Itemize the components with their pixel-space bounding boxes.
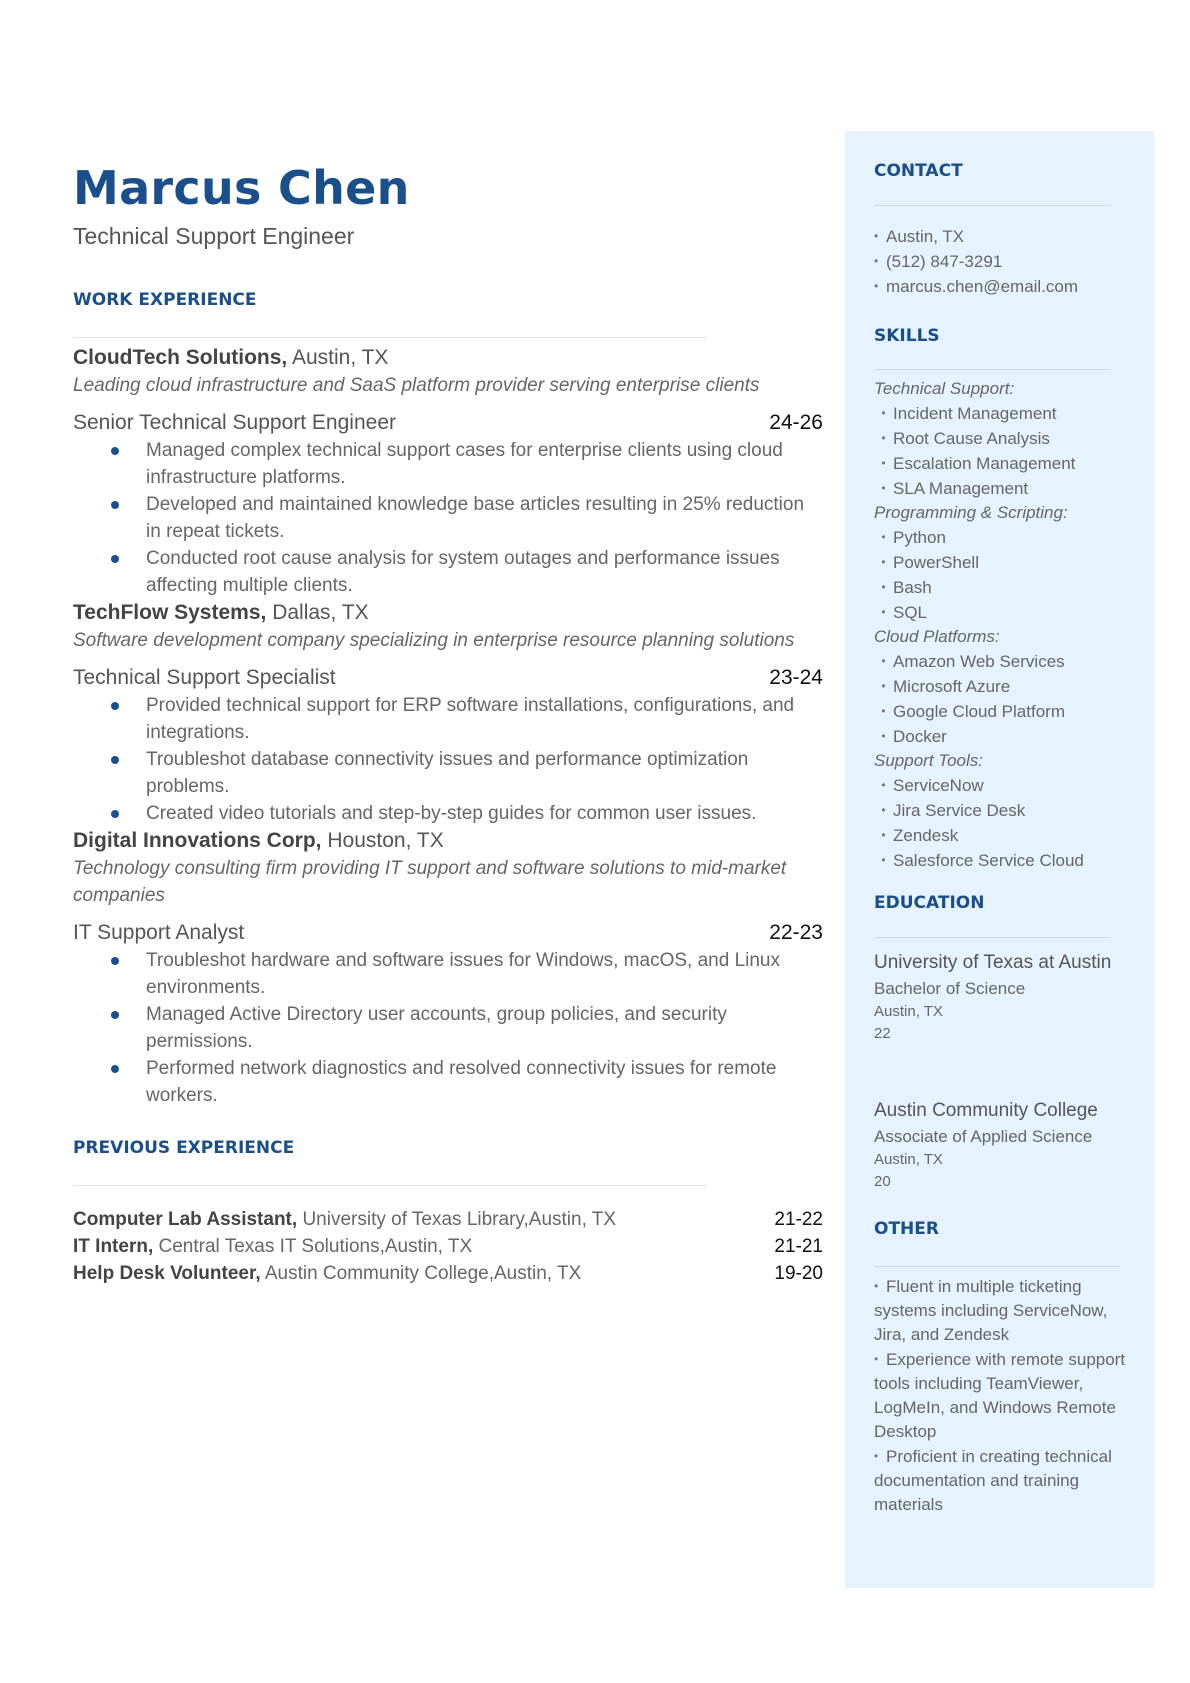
skill-category: Support Tools: bbox=[874, 751, 983, 770]
contact-list bbox=[874, 224, 1134, 299]
company-location: Houston, TX bbox=[327, 829, 444, 852]
responsibility-list bbox=[73, 947, 823, 1109]
section-divider bbox=[874, 937, 1111, 938]
company-location: Dallas, TX bbox=[272, 601, 369, 624]
previous-org: Central Texas IT Solutions,Austin, TX bbox=[158, 1236, 473, 1257]
previous-experience-heading: PREVIOUS EXPERIENCE bbox=[73, 1138, 295, 1158]
role-line bbox=[73, 919, 823, 947]
role-title: IT Support Analyst bbox=[73, 921, 245, 944]
skill-item: • Microsoft Azure bbox=[874, 674, 1134, 699]
skill-category: Programming & Scripting: bbox=[874, 503, 1068, 522]
section-divider bbox=[874, 369, 1111, 370]
graduation-year: 22 bbox=[874, 1025, 891, 1042]
other-list bbox=[874, 1274, 1134, 1517]
school-name: University of Texas at Austin bbox=[874, 952, 1112, 973]
responsibility-item: Provided technical support for ERP software installations, configurations, and integrations. bbox=[73, 692, 823, 746]
skill-item: • ServiceNow bbox=[874, 773, 1134, 798]
skills-heading: SKILLS bbox=[874, 326, 940, 346]
education-heading: EDUCATION bbox=[874, 893, 985, 913]
role-line bbox=[73, 409, 823, 437]
responsibility-item: Troubleshot database connectivity issues and performance optimization problems. bbox=[73, 746, 823, 800]
company-line bbox=[73, 344, 823, 372]
graduation-year: 20 bbox=[874, 1173, 891, 1190]
work-experience-list bbox=[73, 344, 823, 1109]
skill-item: • Python bbox=[874, 525, 1134, 550]
responsibility-item: Performed network diagnostics and resolved connectivity issues for remote workers. bbox=[73, 1055, 823, 1109]
responsibility-item: Managed Active Directory user accounts, group policies, and security permissions. bbox=[73, 1001, 823, 1055]
company-description: Technology consulting firm providing IT support and software solutions to mid-market companies bbox=[73, 858, 787, 906]
skill-item: • Escalation Management bbox=[874, 451, 1134, 476]
responsibility-item: Developed and maintained knowledge base articles resulting in 25% reduction in repeat tickets. bbox=[73, 491, 823, 545]
responsibility-item: Managed complex technical support cases for enterprise clients using cloud infrastructure platforms. bbox=[73, 437, 823, 491]
skill-category: Technical Support: bbox=[874, 379, 1015, 398]
skill-item: • Google Cloud Platform bbox=[874, 699, 1134, 724]
skill-item: • Root Cause Analysis bbox=[874, 426, 1134, 451]
previous-role-row bbox=[73, 1260, 823, 1287]
company-description: Leading cloud infrastructure and SaaS platform provider serving enterprise clients bbox=[73, 375, 760, 396]
company-description: Software development company specializing in enterprise resource planning solutions bbox=[73, 630, 795, 651]
education-entry bbox=[874, 949, 1134, 1045]
contact-location: • Austin, TX bbox=[874, 224, 1134, 249]
role-title: Technical Support Specialist bbox=[73, 666, 336, 689]
contact-heading: CONTACT bbox=[874, 161, 963, 181]
previous-org: University of Texas Library,Austin, TX bbox=[302, 1209, 617, 1230]
previous-role: Computer Lab Assistant, bbox=[73, 1209, 298, 1230]
skill-item: • PowerShell bbox=[874, 550, 1134, 575]
responsibility-list bbox=[73, 692, 823, 827]
company-line bbox=[73, 599, 823, 627]
previous-dates: 21-21 bbox=[774, 1236, 823, 1257]
previous-org: Austin Community College,Austin, TX bbox=[264, 1263, 582, 1284]
other-item: • Experience with remote support tools including TeamViewer, LogMeIn, and Windows Remote Desktop bbox=[874, 1347, 1134, 1444]
responsibility-item: Conducted root cause analysis for system outages and performance issues affecting multiple clients. bbox=[73, 545, 823, 599]
other-item: • Fluent in multiple ticketing systems including ServiceNow, Jira, and Zendesk bbox=[874, 1274, 1134, 1347]
skill-item: • Jira Service Desk bbox=[874, 798, 1134, 823]
role-title: Senior Technical Support Engineer bbox=[73, 411, 396, 434]
skill-item: • Amazon Web Services bbox=[874, 649, 1134, 674]
previous-experience-list bbox=[73, 1206, 823, 1287]
section-divider bbox=[874, 205, 1111, 206]
previous-dates: 21-22 bbox=[774, 1209, 823, 1230]
skill-item: • SQL bbox=[874, 600, 1134, 625]
responsibility-item: Troubleshot hardware and software issues for Windows, macOS, and Linux environments. bbox=[73, 947, 823, 1001]
responsibility-list bbox=[73, 437, 823, 599]
previous-role-row bbox=[73, 1206, 823, 1233]
skill-item: • Bash bbox=[874, 575, 1134, 600]
contact-phone: • (512) 847-3291 bbox=[874, 249, 1134, 274]
company-name: TechFlow Systems, bbox=[73, 601, 267, 624]
section-divider bbox=[874, 1266, 1120, 1267]
degree: Associate of Applied Science bbox=[874, 1127, 1093, 1146]
section-divider bbox=[73, 1185, 707, 1186]
job-entry bbox=[73, 344, 823, 599]
section-divider bbox=[73, 337, 707, 338]
job-entry bbox=[73, 599, 823, 827]
school-location: Austin, TX bbox=[874, 1003, 943, 1020]
previous-role: IT Intern, bbox=[73, 1236, 154, 1257]
previous-role: Help Desk Volunteer, bbox=[73, 1263, 261, 1284]
skill-item: • SLA Management bbox=[874, 476, 1134, 501]
skill-category: Cloud Platforms: bbox=[874, 627, 1000, 646]
education-entry bbox=[874, 1097, 1134, 1193]
school-location: Austin, TX bbox=[874, 1151, 943, 1168]
previous-role-row bbox=[73, 1233, 823, 1260]
company-name: Digital Innovations Corp, bbox=[73, 829, 322, 852]
skills-list bbox=[874, 377, 1134, 873]
contact-email: • marcus.chen@email.com bbox=[874, 274, 1134, 299]
school-name: Austin Community College bbox=[874, 1100, 1098, 1121]
company-name: CloudTech Solutions, bbox=[73, 346, 288, 369]
work-experience-heading: WORK EXPERIENCE bbox=[73, 290, 257, 310]
skill-item: • Zendesk bbox=[874, 823, 1134, 848]
company-line bbox=[73, 827, 823, 855]
skill-item: • Docker bbox=[874, 724, 1134, 749]
previous-dates: 19-20 bbox=[774, 1263, 823, 1284]
role-dates: 23-24 bbox=[769, 666, 823, 689]
role-dates: 22-23 bbox=[769, 921, 823, 944]
other-heading: OTHER bbox=[874, 1219, 939, 1239]
job-title: Technical Support Engineer bbox=[73, 223, 355, 249]
candidate-name: Marcus Chen bbox=[73, 161, 410, 215]
role-dates: 24-26 bbox=[769, 411, 823, 434]
degree: Bachelor of Science bbox=[874, 979, 1026, 998]
sidebar bbox=[845, 131, 1154, 1588]
role-line bbox=[73, 664, 823, 692]
other-item: • Proficient in creating technical documentation and training materials bbox=[874, 1444, 1134, 1517]
skill-item: • Salesforce Service Cloud bbox=[874, 848, 1134, 873]
job-entry bbox=[73, 827, 823, 1109]
company-location: Austin, TX bbox=[291, 346, 389, 369]
skill-item: • Incident Management bbox=[874, 401, 1134, 426]
responsibility-item: Created video tutorials and step-by-step guides for common user issues. bbox=[73, 800, 823, 827]
